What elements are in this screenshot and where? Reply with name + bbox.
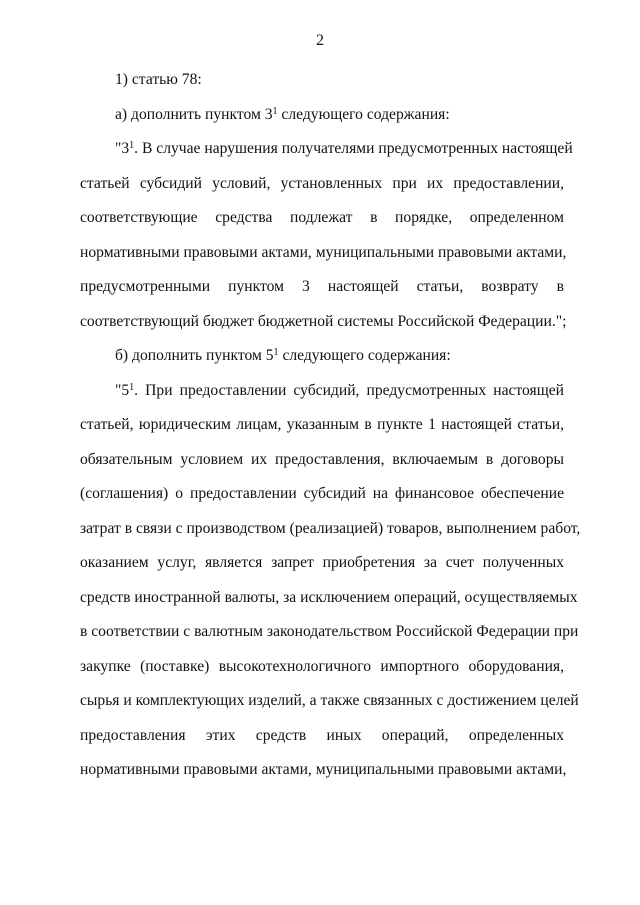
text-line: соответствующие средства подлежат в порядке, определенном: [80, 209, 564, 226]
text-line: статьей субсидий условий, установленных при их предоставлении,: [80, 175, 564, 192]
text-line: сырья и комплектующих изделий, а также связанных с достижением целей: [80, 692, 579, 709]
superscript: 1: [272, 106, 278, 117]
text-line: соответствующий бюджет бюджетной системы Российской Федерации.";: [80, 313, 567, 330]
text-line: нормативными правовыми актами, муниципальными правовыми актами,: [80, 244, 567, 261]
text-line: затрат в связи с производством (реализацией) товаров, выполнением работ,: [80, 520, 581, 537]
text-line: предоставления этих средств иных операций, определенных: [80, 727, 564, 744]
text-line: оказанием услуг, является запрет приобретения за счет полученных: [80, 554, 564, 571]
superscript: 1: [129, 382, 135, 393]
text-line: в соответствии с валютным законодательством Российской Федерации при: [80, 623, 579, 640]
text-line: предусмотренными пунктом 3 настоящей статьи, возврату в: [80, 278, 564, 295]
text-line: б) дополнить пунктом $5^1$ следующего содержания:: [115, 347, 451, 364]
text-line: "$5^1$. При предоставлении субсидий, предусмотренных настоящей: [115, 382, 564, 399]
superscript: 1: [129, 140, 135, 151]
text-line: средств иностранной валюты, за исключением операций, осуществляемых: [80, 589, 578, 606]
text-line: обязательным условием их предоставления, включаемым в договоры: [80, 451, 564, 468]
text-line: "$3^1$. В случае нарушения получателями предусмотренных настоящей: [115, 140, 573, 157]
text-line: статьей, юридическим лицам, указанным в пункте 1 настоящей статьи,: [80, 416, 564, 433]
superscript: 1: [273, 347, 279, 358]
page-number: 2: [316, 32, 324, 49]
text-line: (соглашения) о предоставлении субсидий на финансовое обеспечение: [80, 485, 564, 502]
text-line: 1) статью 78:: [115, 71, 202, 88]
text-line: закупке (поставке) высокотехнологичного импортного оборудования,: [80, 658, 564, 675]
text-line: а) дополнить пунктом $3^1$ следующего содержания:: [115, 106, 450, 123]
text-line: нормативными правовыми актами, муниципальными правовыми актами,: [80, 761, 567, 778]
